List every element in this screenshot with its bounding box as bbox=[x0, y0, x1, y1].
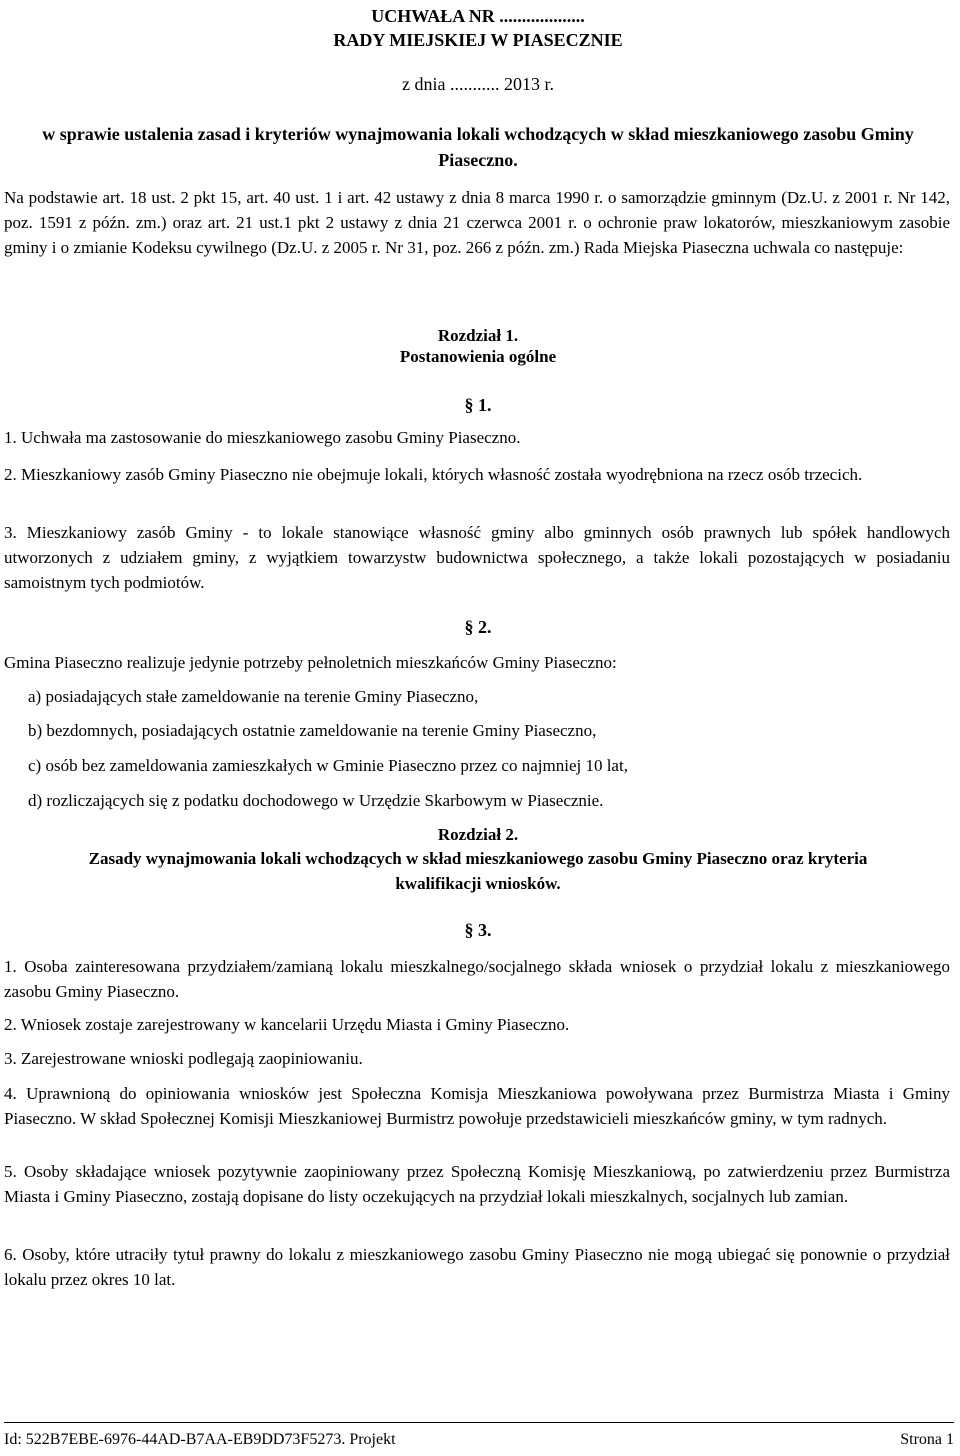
footer-divider bbox=[4, 1422, 954, 1423]
section-3-item-1: 1. Osoba zainteresowana przydziałem/zamianą lokalu mieszkalnego/socjalnego składa wniosek o przydział lokalu z mieszkaniowego zasobu Gminy Piaseczno. bbox=[4, 957, 950, 1001]
section-3-item-4: 4. Uprawnioną do opiniowania wniosków jest Społeczna Komisja Mieszkaniowa powoływana przez Burmistrza Miasta i Gminy Piaseczno. W skład Społecznej Komisji Mieszkaniowej Burmistrz powołuje przedstawicieli mieszkańców gminy, w tym radnych. bbox=[4, 1084, 950, 1128]
chapter-1-label: Rozdział 1. bbox=[437, 326, 519, 345]
section-3-item-2: 2. Wniosek zostaje zarejestrowany w kancelarii Urzędu Miasta i Gminy Piaseczno. bbox=[4, 1015, 570, 1034]
section-1-item-2: 2. Mieszkaniowy zasób Gminy Piaseczno nie obejmuje lokali, których własność została wyodrębniona na rzecz osób trzecich. bbox=[4, 465, 863, 484]
resolution-date: z dnia ........... 2013 r. bbox=[402, 74, 554, 94]
section-2-item-d: d) rozliczających się z podatku dochodowego w Urzędzie Skarbowym w Piasecznie. bbox=[28, 791, 604, 810]
section-1-item-1: 1. Uchwała ma zastosowanie do mieszkaniowego zasobu Gminy Piaseczno. bbox=[4, 428, 521, 447]
page-number: Strona 1 bbox=[900, 1431, 954, 1448]
section-3-item-6: 6. Osoby, które utraciły tytuł prawny do lokalu z mieszkaniowego zasobu Gminy Piaseczno nie mogą ubiegać się ponownie o przydział lokalu przez okres 10 lat. bbox=[4, 1245, 950, 1289]
section-1-mark: § 1. bbox=[464, 395, 492, 415]
section-2-item-b: b) bezdomnych, posiadających ostatnie zameldowanie na terenie Gminy Piaseczno, bbox=[28, 721, 597, 740]
section-2-intro: Gmina Piaseczno realizuje jedynie potrzeby pełnoletnich mieszkańców Gminy Piaseczno: bbox=[4, 653, 617, 672]
document-id: Id: 522B7EBE-6976-44AD-B7AA-EB9DD73F5273. Projekt bbox=[4, 1431, 396, 1448]
resolution-subject: w sprawie ustalenia zasad i kryteriów wynajmowania lokali wchodzących w skład mieszkaniowego zasobu Gminy Piaseczno. bbox=[42, 124, 914, 170]
section-2-item-a: a) posiadających stałe zameldowanie na terenie Gminy Piaseczno, bbox=[28, 687, 479, 706]
section-2-mark: § 2. bbox=[464, 617, 492, 637]
section-2-item-c: c) osób bez zameldowania zamieszkałych w Gminie Piaseczno przez co najmniej 10 lat, bbox=[28, 756, 628, 775]
resolution-number: UCHWAŁA NR ................... bbox=[371, 6, 585, 26]
council-name: RADY MIEJSKIEJ W PIASECZNIE bbox=[333, 30, 623, 50]
preamble: Na podstawie art. 18 ust. 2 pkt 15, art. 40 ust. 1 i art. 42 ustawy z dnia 8 marca 1990 r. o samorządzie gminnym (Dz.U. z 2001 r. Nr 142, poz. 1591 z późn. zm.) oraz art. 21 ust.1 pkt 2 ustawy z dnia 21 czerwca 2001 r. o ochronie praw lokatorów, mieszkaniowym zasobie gminy i o zmianie Kodeksu cywilnego (Dz.U. z 2005 r. Nr 31, poz. 266 z późn. zm.) Rada Miejska Piaseczna uchwala co następuje: bbox=[4, 188, 950, 257]
chapter-1-title: Postanowienia ogólne bbox=[399, 347, 557, 366]
section-3-item-3: 3. Zarejestrowane wnioski podlegają zaopiniowaniu. bbox=[4, 1049, 363, 1068]
chapter-2-label: Rozdział 2. bbox=[437, 825, 519, 844]
section-3-mark: § 3. bbox=[464, 920, 492, 940]
chapter-2-title: Zasady wynajmowania lokali wchodzących w skład mieszkaniowego zasobu Gminy Piaseczno oraz kryteria kwalifikacji wniosków. bbox=[88, 849, 868, 893]
section-1-item-3: 3. Mieszkaniowy zasób Gminy - to lokale stanowiące własność gminy albo gminnych osób prawnych lub spółek handlowych utworzonych z udziałem gminy, z wyjątkiem towarzystw budownictwa społecznego, a także lokali pozostających w posiadaniu samoistnym tych podmiotów. bbox=[4, 523, 950, 592]
section-3-item-5: 5. Osoby składające wniosek pozytywnie zaopiniowany przez Społeczną Komisję Mieszkaniową, po zatwierdzeniu przez Burmistrza Miasta i Gminy Piaseczno, zostają dopisane do listy oczekujących na przydział lokali mieszkalnych, socjalnych lub zamian. bbox=[4, 1162, 950, 1206]
